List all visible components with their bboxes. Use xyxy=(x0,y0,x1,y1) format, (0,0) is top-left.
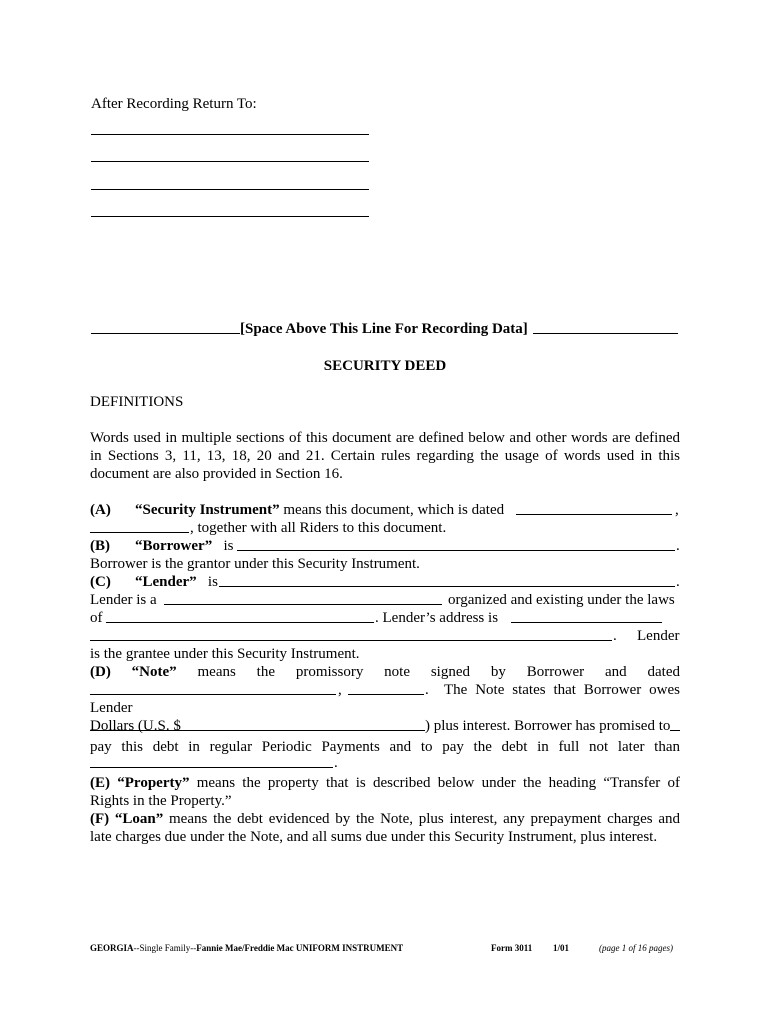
lender-address-field[interactable] xyxy=(511,622,662,623)
def-e-label: (E) xyxy=(90,775,110,791)
def-d-line-1 xyxy=(90,663,680,681)
note-date-field-2[interactable] xyxy=(348,694,424,695)
def-d-text-3: Lender xyxy=(90,700,133,716)
return-address-line-4[interactable] xyxy=(91,216,369,217)
def-d-period: . xyxy=(425,682,429,698)
def-c-term: “Lender” xyxy=(135,574,197,590)
def-c-text-2a: Lender is a xyxy=(90,592,157,608)
def-d-text-2: The Note states that Borrower owes xyxy=(444,682,680,698)
footer-form-number: Form 3011 xyxy=(491,943,533,953)
def-a-text-2: , together with all Riders to this document. xyxy=(190,520,447,536)
lender-entity-type-field[interactable] xyxy=(164,604,442,605)
def-f-label: (F) xyxy=(90,811,110,827)
def-c-text-4: Lender xyxy=(637,628,680,644)
def-d-label: (D) xyxy=(90,664,111,680)
def-d-comma: , xyxy=(338,682,342,698)
def-b-label: (B) xyxy=(90,538,110,554)
footer-sep: --Single Family-- xyxy=(133,943,197,953)
recording-rule-left xyxy=(91,333,240,334)
def-d-text-4b: ) plus interest. Borrower has promised to xyxy=(425,718,671,734)
def-c-label: (C) xyxy=(90,574,111,590)
intro-line-2: in Sections 3, 11, 13, 18, 20 and 21. Certain rules regarding the usage of words used in this xyxy=(90,448,680,464)
def-f-line-1 xyxy=(90,810,680,828)
def-c-period-2: . xyxy=(613,628,617,644)
def-f-text-1: means the debt evidenced by the Note, plus interest, any prepayment charges and xyxy=(169,811,681,827)
note-amount-numeric-underline xyxy=(185,730,425,731)
maturity-date-field[interactable] xyxy=(90,767,333,768)
def-d-text-5: pay this debt in regular Periodic Payments and to pay the debt in full not later than xyxy=(90,739,680,755)
lender-address-field-2[interactable] xyxy=(90,640,612,641)
lender-jurisdiction-field[interactable] xyxy=(106,622,374,623)
def-e-text-2: Rights in the Property.” xyxy=(90,793,232,809)
definitions-heading: DEFINITIONS xyxy=(90,394,184,410)
def-a-label: (A) xyxy=(90,502,111,518)
footer-state: GEORGIA xyxy=(90,943,134,953)
security-instrument-date-field-2[interactable] xyxy=(90,532,189,533)
def-b-period: . xyxy=(676,538,680,554)
def-a-comma: , xyxy=(675,502,679,518)
def-d-text-1: means the promissory note signed by Borrower and dated xyxy=(197,664,680,680)
footer-form-date: 1/01 xyxy=(553,943,570,953)
def-b-text-1: is xyxy=(223,538,234,554)
def-c-text-1: is xyxy=(207,574,218,590)
intro-line-3: document are also provided in Section 16. xyxy=(90,466,343,482)
def-d-term: “Note” xyxy=(131,664,177,680)
def-a-text-1: means this document, which is dated xyxy=(283,502,505,518)
footer-instrument xyxy=(90,943,403,954)
def-e-text-1: means the property that is described below under the heading “Transfer of xyxy=(196,775,681,791)
borrower-name-field[interactable] xyxy=(237,550,675,551)
def-f-term: “Loan” xyxy=(114,811,164,827)
lender-name-field[interactable] xyxy=(219,586,675,587)
recording-data-label: [Space Above This Line For Recording Data] xyxy=(240,321,528,337)
def-b-term: “Borrower” xyxy=(135,538,213,554)
def-f-text-2: late charges due under the Note, and all sums due under this Security Instrument, plus interest. xyxy=(90,829,658,845)
def-b-line-2: Borrower is the grantor under this Security Instrument. xyxy=(90,556,420,572)
security-instrument-date-field[interactable] xyxy=(516,514,672,515)
document-title: SECURITY DEED xyxy=(323,358,447,374)
return-address-line-1[interactable] xyxy=(91,134,369,135)
def-e-term: “Property” xyxy=(117,775,190,791)
def-c-text-3a: of xyxy=(90,610,103,626)
return-to-heading: After Recording Return To: xyxy=(91,96,257,112)
return-address-line-2[interactable] xyxy=(91,161,369,162)
def-c-text-2b: organized and existing under the laws xyxy=(448,592,675,608)
def-c-text-3b: . Lender’s address is xyxy=(375,610,499,626)
def-d-text-4a: Dollars (U.S. $ xyxy=(90,718,181,734)
def-c-line-1 xyxy=(90,573,218,591)
def-c-text-5: is the grantee under this Security Instrument. xyxy=(90,646,360,662)
footer-page-count: (page 1 of 16 pages) xyxy=(599,943,673,953)
intro-line-1: Words used in multiple sections of this document are defined below and other words are defined xyxy=(90,430,680,446)
note-date-field[interactable] xyxy=(90,694,336,695)
return-address-line-3[interactable] xyxy=(91,189,369,190)
recording-rule-right xyxy=(533,333,678,334)
def-a-term: “Security Instrument” xyxy=(135,502,280,518)
def-a-line-1 xyxy=(90,501,504,519)
def-c-period: . xyxy=(676,574,680,590)
def-b-line-1 xyxy=(90,537,233,555)
footer-instrument-name: Fannie Mae/Freddie Mac UNIFORM INSTRUMENT xyxy=(196,943,404,953)
def-d-period-2: . xyxy=(334,755,338,771)
def-e-line-1 xyxy=(90,774,680,792)
